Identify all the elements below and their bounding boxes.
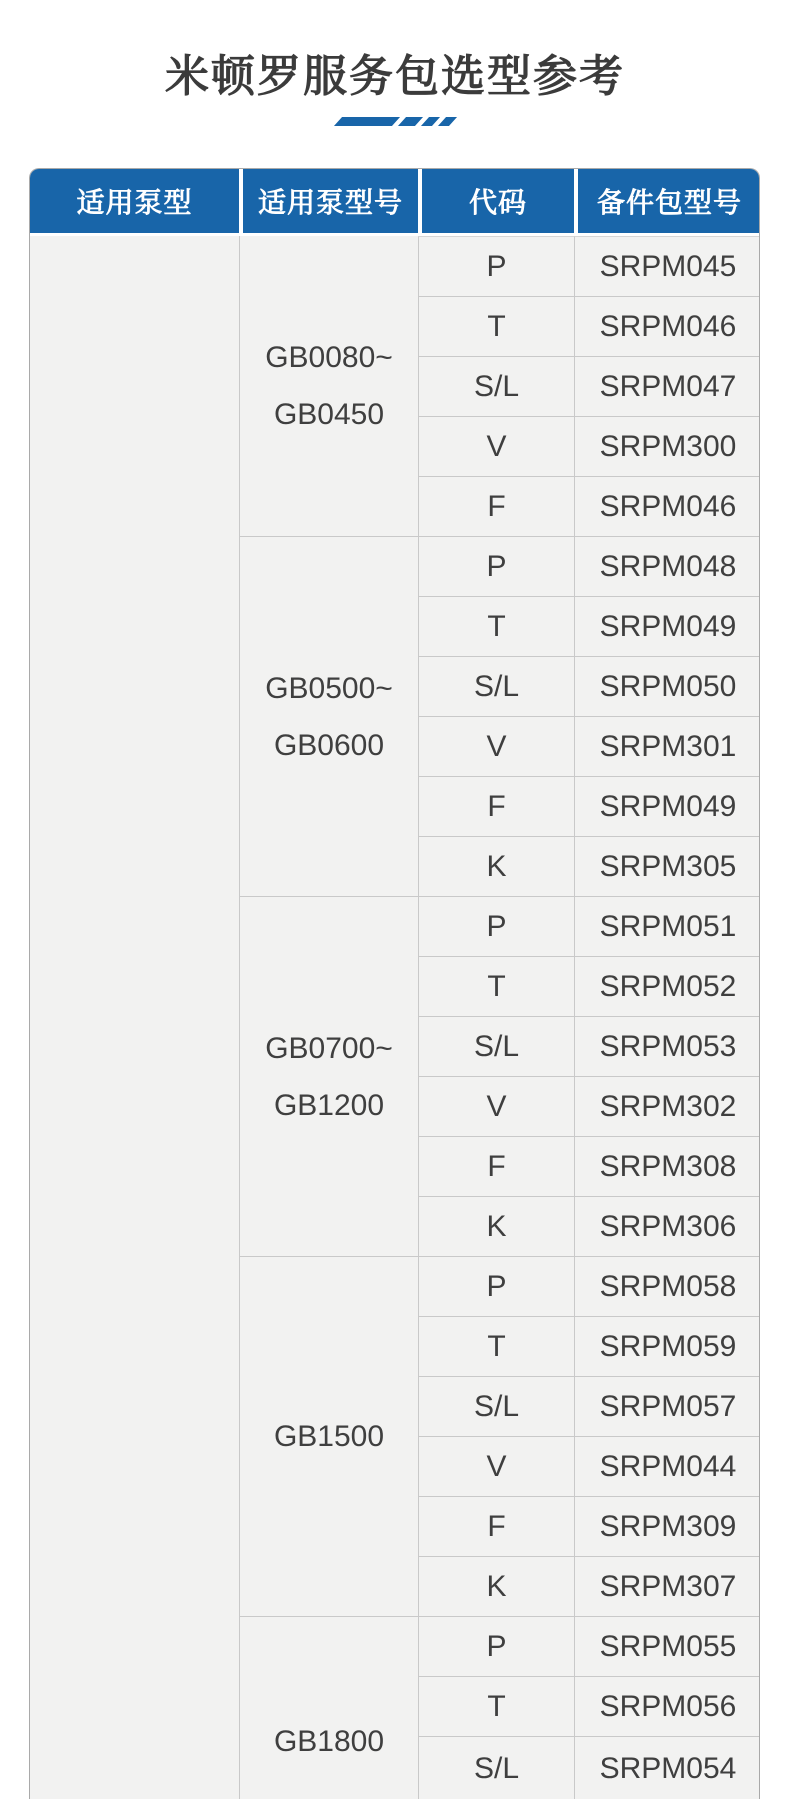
package-cell: SRPM050 <box>574 656 760 716</box>
code-cell: V <box>418 1076 574 1136</box>
package-cell: SRPM302 <box>574 1076 760 1136</box>
code-cell: V <box>418 416 574 476</box>
header-code: 代码 <box>418 169 574 236</box>
code-cell: P <box>418 236 574 296</box>
package-cell: SRPM047 <box>574 356 760 416</box>
code-cell: T <box>418 1676 574 1736</box>
code-cell: F <box>418 776 574 836</box>
page-title: 米顿罗服务包选型参考 <box>165 52 625 101</box>
model-cell <box>239 1256 418 1616</box>
header-package: 备件包型号 <box>574 169 760 236</box>
code-cell: S/L <box>418 1736 574 1799</box>
code-cell: P <box>418 1256 574 1316</box>
pump-package-table <box>30 169 760 1799</box>
code-cell: F <box>418 476 574 536</box>
code-cell: S/L <box>418 356 574 416</box>
package-cell: SRPM049 <box>574 596 760 656</box>
package-cell: SRPM058 <box>574 1256 760 1316</box>
slash-icon <box>420 117 439 126</box>
slash-icon <box>437 117 456 126</box>
model-line: GB1500 <box>273 1420 385 1453</box>
title-slash-decor <box>0 117 790 126</box>
model-line: GB1200 <box>273 1088 385 1122</box>
table-row <box>30 236 760 296</box>
model-line: GB1800 <box>273 1725 385 1758</box>
header-pump-model: 适用泵型号 <box>239 169 418 236</box>
header-pump-type: 适用泵型 <box>30 169 239 236</box>
code-cell: K <box>418 1196 574 1256</box>
code-cell: T <box>418 596 574 656</box>
code-cell: V <box>418 716 574 776</box>
code-cell: S/L <box>418 1016 574 1076</box>
code-cell: P <box>418 1616 574 1676</box>
code-cell: K <box>418 1556 574 1616</box>
package-cell: SRPM308 <box>574 1136 760 1196</box>
package-cell: SRPM306 <box>574 1196 760 1256</box>
package-cell: SRPM054 <box>574 1736 760 1799</box>
package-cell: SRPM046 <box>574 476 760 536</box>
package-cell: SRPM053 <box>574 1016 760 1076</box>
model-line: GB0450 <box>273 398 385 431</box>
code-cell: T <box>418 296 574 356</box>
package-cell: SRPM055 <box>574 1616 760 1676</box>
package-cell: SRPM059 <box>574 1316 760 1376</box>
package-cell: SRPM307 <box>574 1556 760 1616</box>
slash-icon <box>397 117 422 126</box>
package-cell: SRPM305 <box>574 836 760 896</box>
package-cell: SRPM309 <box>574 1496 760 1556</box>
model-line: GB0700~ <box>265 1031 393 1065</box>
package-cell: SRPM049 <box>574 776 760 836</box>
model-line: GB0600 <box>273 728 385 762</box>
model-cell <box>239 896 418 1256</box>
package-cell: SRPM301 <box>574 716 760 776</box>
model-line: GB0080~ <box>265 341 393 374</box>
table-header <box>30 169 760 236</box>
slash-bar-icon <box>333 117 399 126</box>
table-body <box>30 236 760 1799</box>
code-cell: S/L <box>418 656 574 716</box>
package-cell: SRPM052 <box>574 956 760 1016</box>
header-row <box>30 169 760 236</box>
code-cell: P <box>418 536 574 596</box>
model-line: GB0500~ <box>265 671 393 705</box>
package-cell: SRPM051 <box>574 896 760 956</box>
code-cell: F <box>418 1496 574 1556</box>
code-cell: T <box>418 956 574 1016</box>
model-cell <box>239 1616 418 1799</box>
package-cell: SRPM045 <box>574 236 760 296</box>
pump-type-cell <box>30 236 239 1799</box>
code-cell: T <box>418 1316 574 1376</box>
package-cell: SRPM057 <box>574 1376 760 1436</box>
selection-table <box>29 168 760 1799</box>
package-cell: SRPM300 <box>574 416 760 476</box>
code-cell: F <box>418 1136 574 1196</box>
package-cell: SRPM046 <box>574 296 760 356</box>
code-cell: S/L <box>418 1376 574 1436</box>
code-cell: P <box>418 896 574 956</box>
model-cell <box>239 536 418 896</box>
package-cell: SRPM056 <box>574 1676 760 1736</box>
code-cell: V <box>418 1436 574 1496</box>
package-cell: SRPM044 <box>574 1436 760 1496</box>
model-cell <box>239 236 418 536</box>
package-cell: SRPM048 <box>574 536 760 596</box>
code-cell: K <box>418 836 574 896</box>
